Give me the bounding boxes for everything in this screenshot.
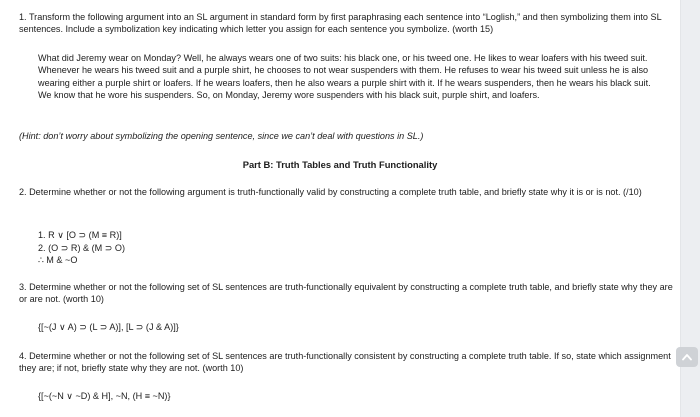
scroll-to-top-button[interactable]: [676, 347, 698, 367]
question-3: 3. Determine whether or not the following set of SL sentences are truth-functionally equivalent by constructing a complete truth table, and briefly state why they are or are not. (worth 10): [19, 282, 673, 305]
question-4: 4. Determine whether or not the following set of SL sentences are truth-functionally consistent by constructing a complete truth table. If so, state which assignment they are; if not, briefly state why they are not. (worth 10): [19, 351, 671, 374]
sentence-set-3: {[~(J ∨ A) ⊃ (L ⊃ A)], [L ⊃ (J & A)]}: [38, 322, 179, 332]
premise-2: 2. (O ⊃ R) & (M ⊃ O): [38, 242, 125, 253]
sentence-set-4: {[~(~N ∨ ~D) & H], ~N, (H ≡ ~N)}: [38, 391, 171, 401]
question-1: 1. Transform the following argument into an SL argument in standard form by first paraphrasing each sentence into “Loglish,” and then symbolizing them into SL sentences. Include a symbolization key indicating which letter you assign for each sentence you symbolize. (worth 15): [19, 12, 662, 35]
question-2: 2. Determine whether or not the following argument is truth-functionally valid by constructing a complete truth table, and briefly state why it is or is not. (/10): [19, 187, 642, 197]
chevron-up-icon: [682, 353, 692, 361]
conclusion: ∴ M & ~O: [38, 255, 78, 265]
part-b-heading: Part B: Truth Tables and Truth Functionality: [242, 159, 438, 170]
premise-1: 1. R ∨ [O ⊃ (M ≡ R)]: [38, 230, 122, 240]
argument-premises: [38, 229, 338, 267]
hint-text: (Hint: don’t worry about symbolizing the opening sentence, since we can’t deal with questions in SL.): [19, 131, 424, 141]
argument-paragraph: What did Jeremy wear on Monday? Well, he always wears one of two suits: his black one, or his tweed one. He likes to wear loafers with his tweed suit. Whenever he wears his tweed suit and a purple shirt, he chooses to not wear suspenders with them. He refuses to wear his tweed suit unless he is also wearing either a purple shirt or loafers. If he wears loafers, then he also wears a purple shirt with it. If he wears suspenders, then he wears his black suit. We know that he wore his suspenders. So, on Monday, Jeremy wore suspenders with his black suit, purple shirt, and loafers.: [38, 53, 651, 101]
